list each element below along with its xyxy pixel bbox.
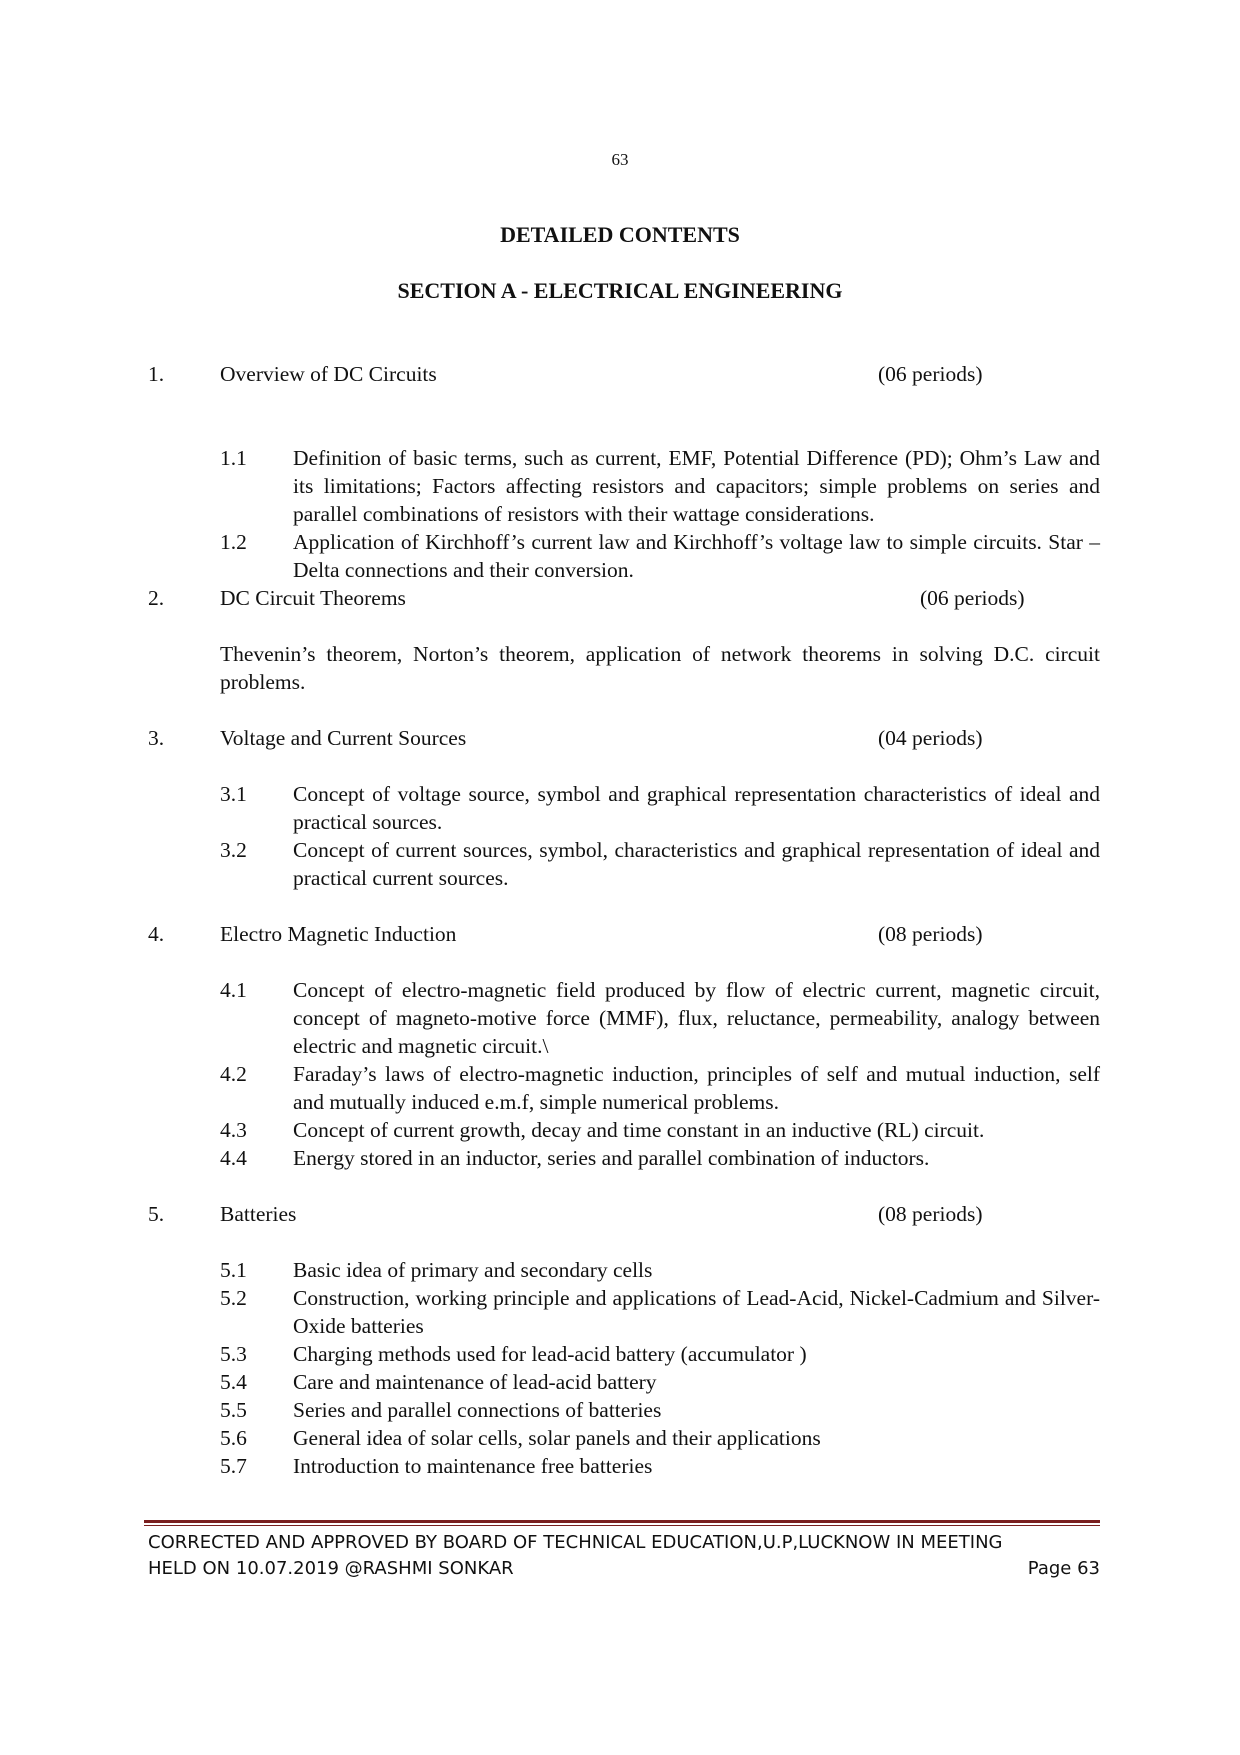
item-number: 5.6 (220, 1426, 247, 1450)
list-item (220, 1284, 1100, 1340)
item-text: Basic idea of primary and secondary cells (293, 1258, 653, 1282)
unit-number: 4. (148, 922, 165, 946)
unit-number: 1. (148, 362, 165, 386)
list-item (220, 444, 1100, 528)
unit-periods: (06 periods) (878, 362, 983, 386)
unit-number: 5. (148, 1202, 165, 1226)
list-item (220, 1116, 1100, 1144)
list-item (220, 780, 1100, 836)
list-item (220, 976, 1100, 1060)
item-text: Charging methods used for lead-acid battery (accumulator ) (293, 1342, 807, 1366)
unit-heading (148, 360, 1100, 388)
unit-periods: (08 periods) (878, 922, 983, 946)
unit-heading (148, 920, 1100, 948)
item-number: 4.3 (220, 1118, 247, 1142)
list-item (220, 1424, 1100, 1452)
item-text: Construction, working principle and applications of Lead-Acid, Nickel-Cadmium and Silver-Oxide batteries (293, 1286, 1100, 1338)
list-item (220, 1144, 1100, 1172)
unit-title: Voltage and Current Sources (220, 726, 467, 750)
unit-number: 3. (148, 726, 165, 750)
unit-periods: (04 periods) (878, 726, 983, 750)
list-item (220, 1340, 1100, 1368)
item-number: 5.4 (220, 1370, 247, 1394)
unit-title: Batteries (220, 1202, 297, 1226)
list-item (220, 528, 1100, 584)
unit-title: Overview of DC Circuits (220, 362, 437, 386)
unit-periods: (06 periods) (920, 586, 1025, 610)
item-number: 5.2 (220, 1286, 247, 1310)
item-text: Concept of electro-magnetic field produced by flow of electric current, magnetic circuit, concept of magneto-motive force (MMF), flux, reluctance, permeability, analogy between electric and magnetic circuit.\ (293, 978, 1100, 1058)
item-number: 5.7 (220, 1454, 247, 1478)
contents-body (148, 360, 1100, 1480)
item-number: 4.4 (220, 1146, 247, 1170)
list-item (220, 1368, 1100, 1396)
section-title: SECTION A - ELECTRICAL ENGINEERING (397, 278, 843, 303)
item-number: 5.5 (220, 1398, 247, 1422)
unit-heading (148, 724, 1100, 752)
item-text: Concept of current sources, symbol, characteristics and graphical representation of ideal and practical current sources. (293, 838, 1100, 890)
item-number: 1.2 (220, 530, 247, 554)
item-number: 3.2 (220, 838, 247, 862)
item-text: Introduction to maintenance free batteries (293, 1454, 653, 1478)
item-text: General idea of solar cells, solar panels and their applications (293, 1426, 821, 1450)
list-item (220, 1452, 1100, 1480)
item-text: Series and parallel connections of batteries (293, 1398, 662, 1422)
page-footer (148, 1530, 1100, 1582)
footer-approval-line: CORRECTED AND APPROVED BY BOARD OF TECHNICAL EDUCATION,U.P,LUCKNOW IN MEETING (148, 1532, 1003, 1553)
item-list (220, 976, 1100, 1172)
item-list (220, 444, 1100, 584)
item-text: Concept of voltage source, symbol and graphical representation characteristics of ideal and practical sources. (293, 782, 1100, 834)
item-text: Concept of current growth, decay and time constant in an inductive (RL) circuit. (293, 1118, 985, 1142)
item-number: 4.1 (220, 978, 247, 1002)
list-item (220, 1060, 1100, 1116)
item-number: 5.1 (220, 1258, 247, 1282)
item-number: 1.1 (220, 446, 247, 470)
list-item (220, 1396, 1100, 1424)
item-number: 5.3 (220, 1342, 247, 1366)
unit-heading (148, 584, 1100, 612)
item-list (220, 780, 1100, 892)
item-text: Application of Kirchhoff’s current law and Kirchhoff’s voltage law to simple circuits. Star – Delta connections and their conversion. (293, 530, 1100, 582)
item-text: Faraday’s laws of electro-magnetic induction, principles of self and mutual induction, self and mutually induced e.m.f, simple numerical problems. (293, 1062, 1100, 1114)
item-text: Definition of basic terms, such as current, EMF, Potential Difference (PD); Ohm’s Law and its limitations; Factors affecting resistors and capacitors; simple problems on series and parallel combinations of resistors with their wattage considerations. (293, 446, 1100, 526)
list-item (220, 836, 1100, 892)
unit-periods: (08 periods) (878, 1202, 983, 1226)
unit-heading (148, 1200, 1100, 1228)
doc-title: DETAILED CONTENTS (500, 222, 740, 247)
item-text: Energy stored in an inductor, series and parallel combination of inductors. (293, 1146, 930, 1170)
page-number: 63 (611, 150, 629, 169)
footer-meeting-line: HELD ON 10.07.2019 @RASHMI SONKAR (148, 1558, 514, 1579)
unit-title: DC Circuit Theorems (220, 586, 406, 610)
unit-number: 2. (148, 586, 165, 610)
footer-divider (144, 1520, 1100, 1526)
item-number: 4.2 (220, 1062, 247, 1086)
item-text: Care and maintenance of lead-acid battery (293, 1370, 657, 1394)
item-list (220, 1256, 1100, 1480)
unit-description: Thevenin’s theorem, Norton’s theorem, application of network theorems in solving D.C. circuit problems. (220, 642, 1100, 694)
unit-title: Electro Magnetic Induction (220, 922, 457, 946)
list-item (220, 1256, 1100, 1284)
item-number: 3.1 (220, 782, 247, 806)
footer-page-label: Page 63 (1027, 1558, 1100, 1579)
